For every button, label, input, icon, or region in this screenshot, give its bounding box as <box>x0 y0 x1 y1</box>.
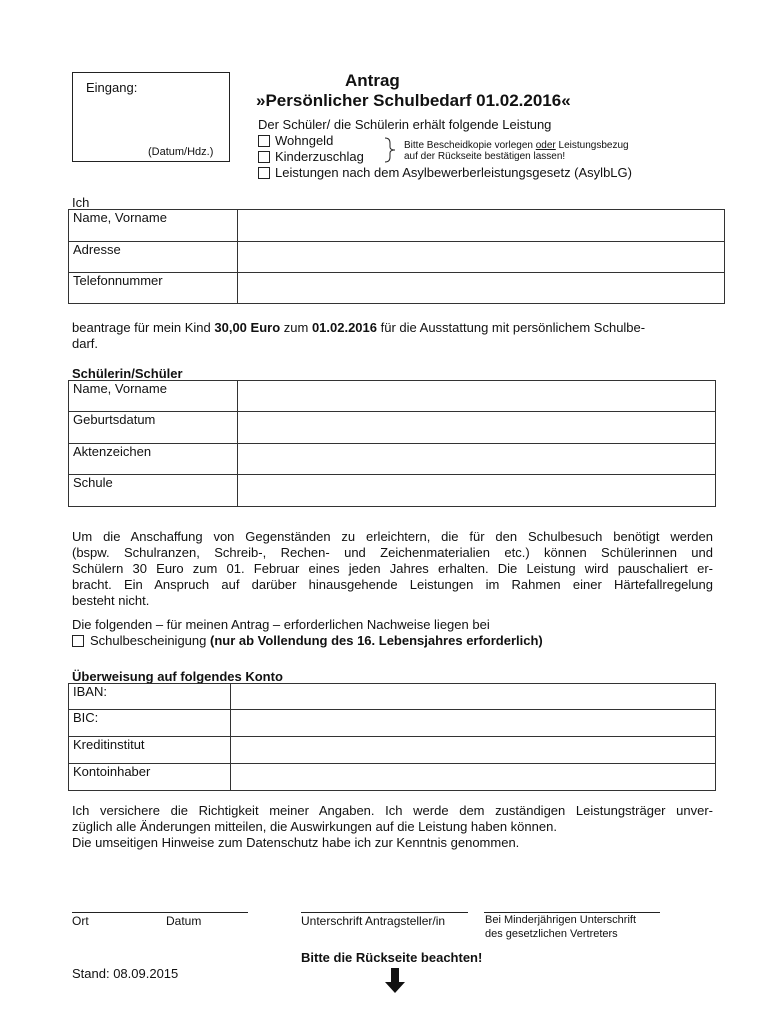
bank-name-field[interactable] <box>231 737 716 764</box>
leistung-option-kinderzuschlag[interactable] <box>258 149 364 164</box>
student-school-label: Schule <box>69 475 238 507</box>
school-certificate-label: Schulbescheinigung <box>90 633 210 648</box>
student-file-number-label: Aktenzeichen <box>69 444 238 475</box>
bank-table <box>68 683 716 791</box>
request-paragraph: beantrage für mein Kind 30,00 Euro zum 01.02.2016 für die Ausstattung mit persönlichem Schulbe- darf. <box>72 320 646 351</box>
school-certificate-checkbox[interactable] <box>72 635 84 647</box>
applicant-name-label: Name, Vorname <box>69 210 238 242</box>
asylblg-label: Leistungen nach dem Asylbewerberleistungsgesetz (AsylbLG) <box>275 165 632 180</box>
guardian-signature-label-2: des gesetzlichen Vertreters <box>485 928 618 940</box>
applicant-address-field[interactable] <box>238 242 725 273</box>
bank-name-label: Kreditinstitut <box>69 737 231 764</box>
applicant-phone-label: Telefonnummer <box>69 273 238 304</box>
down-arrow-icon <box>385 968 405 994</box>
student-file-number-field[interactable] <box>238 444 716 475</box>
applicant-signature-line[interactable] <box>301 912 468 913</box>
iban-field[interactable] <box>231 684 716 710</box>
applicant-phone-field[interactable] <box>238 273 725 304</box>
info-paragraph: Um die Anschaffung von Gegenständen zu erleichtern, die für den Schulbesuch benötigt werden (bspw. Schulranzen, Schreib-, Rechen- und Zeichenmaterialien etc.) können Schülerinnen und Schülern 30 Euro zum 01. Februar eines jeden Jahres erhalten. Die Leistung wird pauschaliert er- bracht. Ein Anspruch auf darüber hinausgehende Leistungen im Rahmen einer Härtefallregelung besteht nicht. <box>72 529 713 608</box>
student-birthdate-field[interactable] <box>238 412 716 444</box>
datum-label: Datum <box>166 914 202 928</box>
school-certificate-note: (nur ab Vollendung des 16. Lebensjahres erforderlich) <box>209 633 543 648</box>
applicant-name-field[interactable] <box>238 210 725 242</box>
backside-note: Bitte die Rückseite beachten! <box>301 950 483 965</box>
leistung-intro: Der Schüler/ die Schülerin erhält folgende Leistung <box>258 117 552 132</box>
applicant-address-label: Adresse <box>69 242 238 273</box>
student-name-label: Name, Vorname <box>69 381 238 412</box>
page-title: Antrag <box>345 71 400 90</box>
page-subtitle: »Persönlicher Schulbedarf 01.02.2016« <box>256 91 571 110</box>
bank-heading: Überweisung auf folgendes Konto <box>72 669 283 684</box>
eingang-stamp-hint: (Datum/Hdz.) <box>148 146 214 158</box>
account-holder-field[interactable] <box>231 764 716 791</box>
leistung-note-line2: auf der Rückseite bestätigen lassen! <box>404 151 566 162</box>
student-school-field[interactable] <box>238 475 716 507</box>
iban-label: IBAN: <box>69 684 231 710</box>
leistung-option-asylblg[interactable] <box>258 165 632 180</box>
guardian-signature-label-1: Bei Minderjährigen Unterschrift <box>485 914 637 926</box>
applicant-table <box>68 209 725 304</box>
wohngeld-checkbox[interactable] <box>258 135 270 147</box>
account-holder-label: Kontoinhaber <box>69 764 231 791</box>
student-heading: Schülerin/Schüler <box>72 366 183 381</box>
wohngeld-label: Wohngeld <box>275 133 334 148</box>
student-birthdate-label: Geburtsdatum <box>69 412 238 444</box>
stand-date: Stand: 08.09.2015 <box>72 966 179 981</box>
ort-datum-line[interactable] <box>72 912 248 913</box>
kinderzuschlag-label: Kinderzuschlag <box>275 149 364 164</box>
eingang-box <box>72 72 230 162</box>
leistung-option-wohngeld[interactable] <box>258 133 333 148</box>
bic-field[interactable] <box>231 710 716 737</box>
evidence-option-school-certificate[interactable] <box>72 633 543 648</box>
asylblg-checkbox[interactable] <box>258 167 270 179</box>
declaration-paragraph: Ich versichere die Richtigkeit meiner Angaben. Ich werde dem zuständigen Leistungsträger unver- züglich alle Änderungen mitteilen, die Auswirkungen auf die Leistung haben können. Die umseitigen Hinweise zum Datenschutz habe ich zur Kenntnis genommen. <box>72 803 713 850</box>
applicant-signature-label: Unterschrift Antragsteller/in <box>301 914 446 928</box>
brace-icon <box>383 137 397 163</box>
student-table <box>68 380 716 507</box>
kinderzuschlag-checkbox[interactable] <box>258 151 270 163</box>
eingang-label: Eingang: <box>86 80 138 95</box>
student-name-field[interactable] <box>238 381 716 412</box>
ort-label: Ort <box>72 914 89 928</box>
applicant-intro: Ich <box>72 195 90 210</box>
leistung-note-line1: Bitte Bescheidkopie vorlegen oder Leistungsbezug <box>404 140 629 151</box>
bic-label: BIC: <box>69 710 231 737</box>
evidence-intro: Die folgenden – für meinen Antrag – erforderlichen Nachweise liegen bei <box>72 617 490 632</box>
guardian-signature-line[interactable] <box>484 912 660 913</box>
